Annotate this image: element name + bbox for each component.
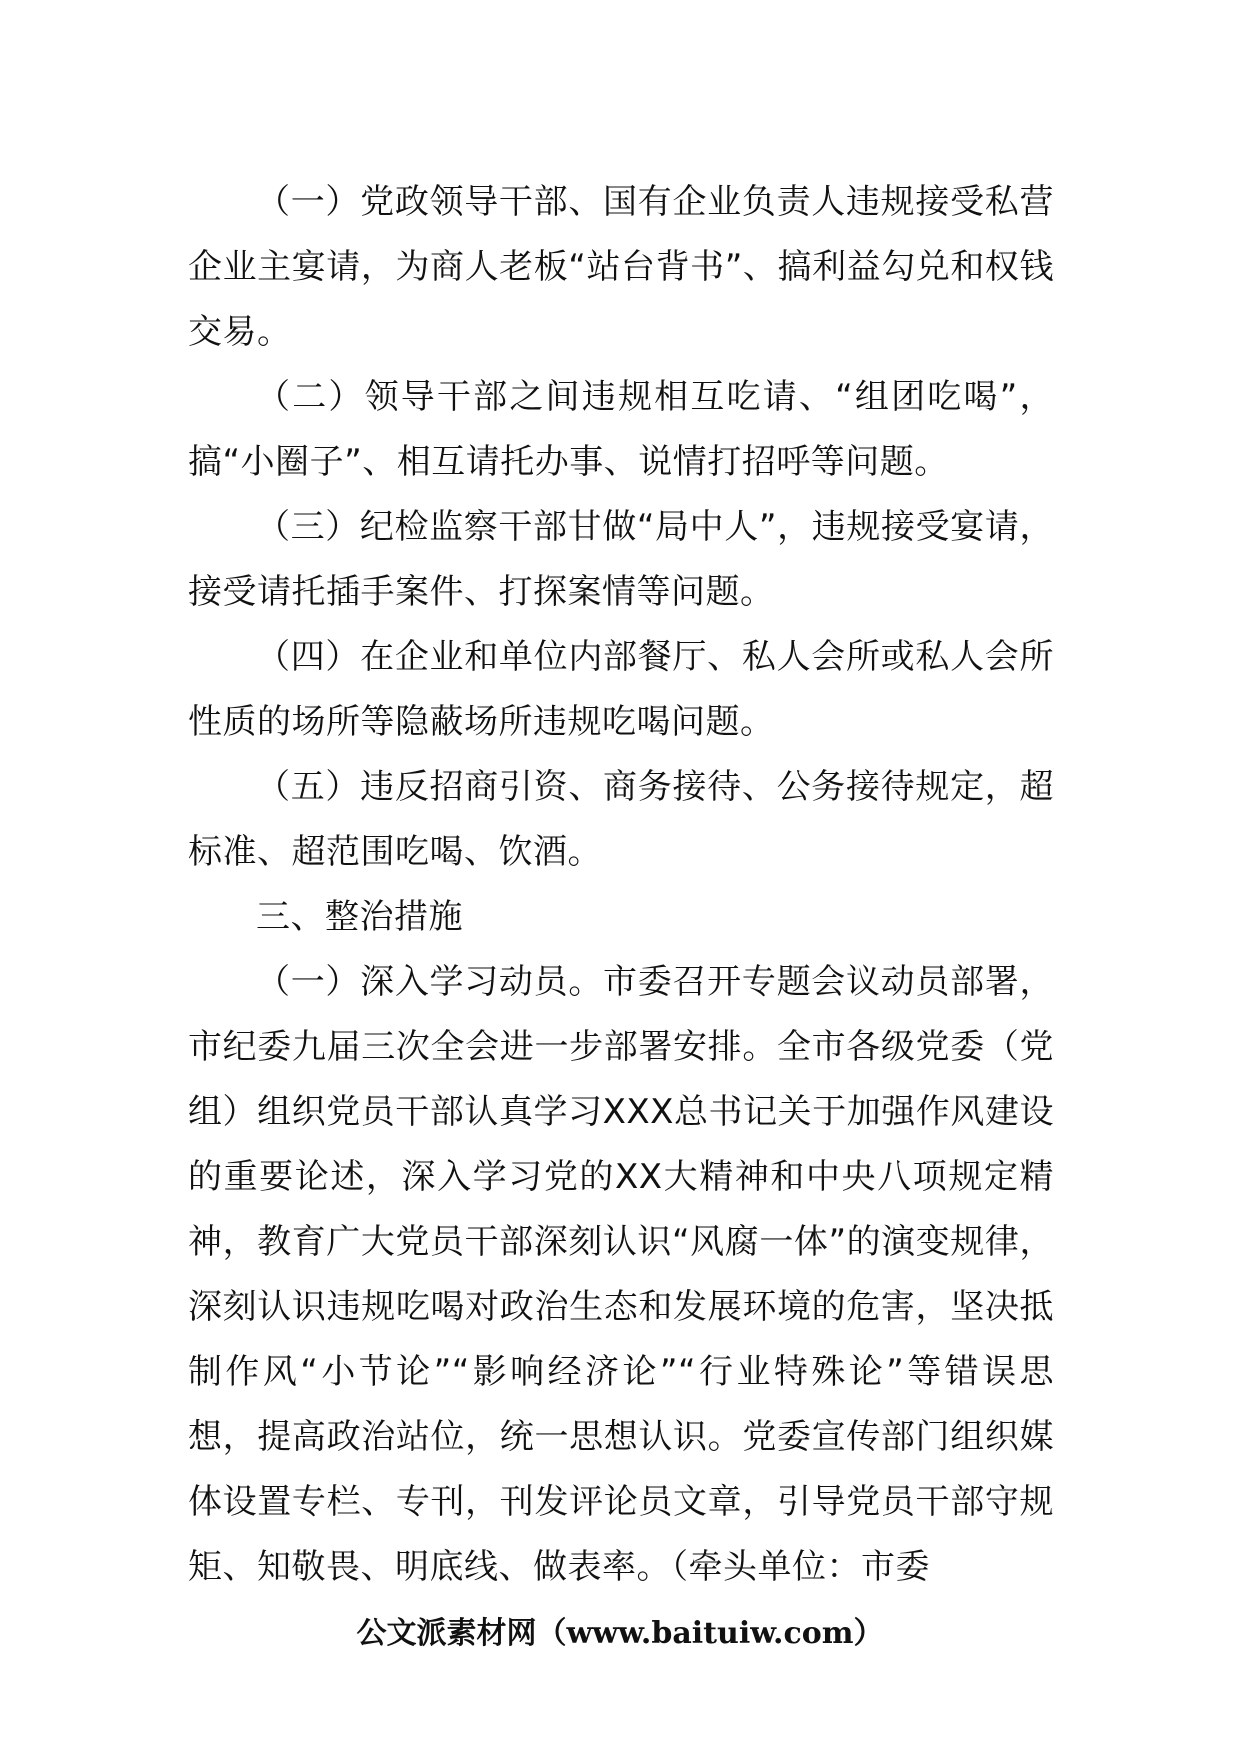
paragraph-1: （一）党政领导干部、国有企业负责人违规接受私营企业主宴请，为商人老板“站台背书”、搞利益勾兑和权钱交易。 — [188, 182, 1054, 352]
document-body — [188, 170, 1054, 1600]
paragraph-2: （二）领导干部之间违规相互吃请、“组团吃喝”，搞“小圈子”、相互请托办事、说情打招呼等问题。 — [188, 377, 1054, 482]
paragraph-3: （三）纪检监察干部甘做“局中人”，违规接受宴请，接受请托插手案件、打探案情等问题。 — [188, 507, 1054, 612]
section-heading: 三、整治措施 — [256, 897, 463, 937]
paragraph-5: （五）违反招商引资、商务接待、公务接待规定，超标准、超范围吃喝、饮酒。 — [188, 767, 1054, 872]
footer-watermark: 公文派素材网（www.baituiw.com） — [356, 1616, 884, 1651]
paragraph-4: （四）在企业和单位内部餐厅、私人会所或私人会所性质的场所等隐蔽场所违规吃喝问题。 — [188, 637, 1054, 742]
paragraph-6: （一）深入学习动员。市委召开专题会议动员部署，市纪委九届三次全会进一步部署安排。全市各级党委（党组）组织党员干部认真学习XXX总书记关于加强作风建设的重要论述，深入学习党的XX大精神和中央八项规定精神，教育广大党员干部深刻认识“风腐一体”的演变规律，深刻认识违规吃喝对政治生态和发展环境的危害，坚决抵制作风“小节论”“影响经济论”“行业特殊论”等错误思想，提高政治站位，统一思想认识。党委宣传部门组织媒体设置专栏、专刊，刊发评论员文章，引导党员干部守规矩、知敬畏、明底线、做表率。（牵头单位：市委 — [188, 962, 1054, 1587]
